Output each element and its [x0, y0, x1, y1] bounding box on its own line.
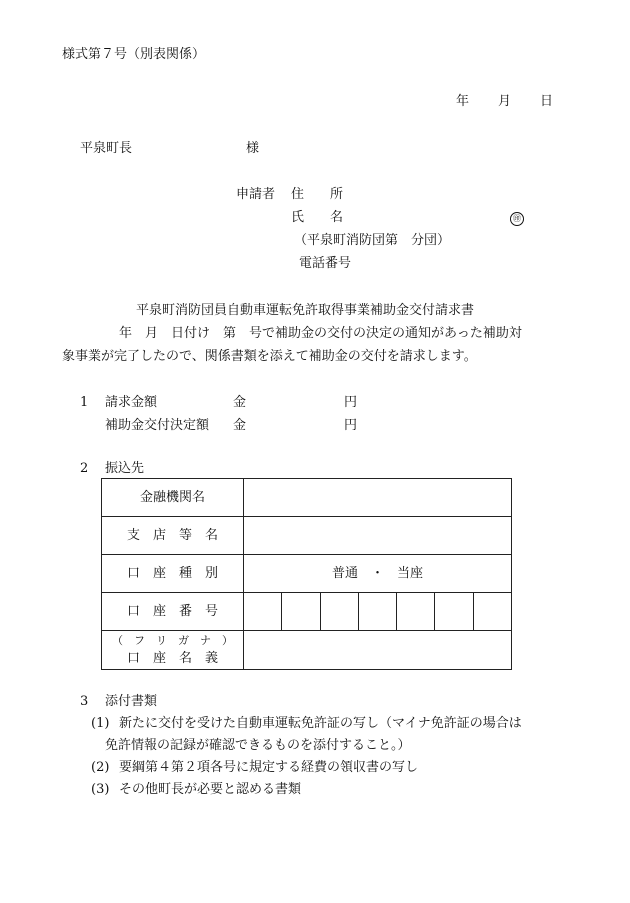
account-type-options[interactable]: 普通 ・ 当座	[244, 555, 512, 593]
attachment-1-continuation: 免許情報の記録が確認できるものを添付すること。）	[105, 738, 411, 753]
fire-brigade-unit: （平泉町消防団第 分団）	[294, 233, 451, 248]
phone-label: 電話番号	[299, 256, 352, 271]
claim-amount-kin: 金	[233, 395, 247, 410]
decided-amount-label: 補助金交付決定額	[105, 418, 210, 433]
account-number-digit[interactable]	[358, 593, 396, 631]
claim-amount-label: 請求金額	[105, 395, 158, 410]
table-row	[102, 479, 512, 517]
furigana-label: （ フ リ ガ ナ ）	[112, 634, 233, 647]
attachment-3-text: その他町長が必要と認める書類	[119, 782, 302, 797]
table-row	[102, 555, 512, 593]
addressee-name: 平泉町長	[80, 141, 133, 156]
account-number-label: 口 座 番 号	[102, 593, 244, 631]
section-1-number: 1	[80, 395, 89, 410]
address-label: 住 所	[291, 187, 344, 202]
account-holder-label: 口 座 名 義	[126, 651, 218, 666]
branch-name-label: 支 店 等 名	[102, 517, 244, 555]
addressee-suffix: 様	[246, 141, 260, 156]
account-number-digit[interactable]	[244, 593, 282, 631]
body-line-1: 年 月 日付け 第 号で補助金の交付の決定の通知があった補助対	[119, 326, 522, 341]
account-number-digit[interactable]	[473, 593, 511, 631]
document-title: 平泉町消防団員自動車運転免許取得事業補助金交付請求書	[136, 303, 475, 318]
form-number: 様式第７号（別表関係）	[62, 47, 206, 62]
applicant-label: 申請者	[236, 187, 276, 202]
name-label: 氏 名	[291, 210, 344, 225]
transfer-heading: 振込先	[105, 461, 145, 476]
section-2-number: 2	[80, 461, 89, 476]
body-line-2: 象事業が完了したので、関係書類を添えて補助金の交付を請求します。	[62, 349, 477, 364]
account-type-label: 口 座 種 別	[102, 555, 244, 593]
account-number-digit[interactable]	[435, 593, 473, 631]
seal-mark	[510, 211, 524, 226]
attachment-2-number: (2)	[91, 760, 110, 775]
bank-name-label: 金融機関名	[102, 479, 244, 517]
account-number-digit[interactable]	[282, 593, 320, 631]
table-row	[102, 517, 512, 555]
table-row	[102, 593, 512, 631]
section-3-number: 3	[80, 694, 89, 709]
account-holder-label-cell	[102, 631, 244, 670]
claim-amount-yen: 円	[344, 395, 358, 410]
attachment-2-text: 要綱第４第２項各号に規定する経費の領収書の写し	[119, 760, 419, 775]
account-holder-field[interactable]	[244, 631, 512, 670]
date-day-label: 日	[540, 94, 554, 109]
branch-name-field[interactable]	[244, 517, 512, 555]
bank-name-field[interactable]	[244, 479, 512, 517]
decided-amount-kin: 金	[233, 418, 247, 433]
attachment-1-text: 新たに交付を受けた自動車運転免許証の写し（マイナ免許証の場合は	[119, 716, 522, 731]
date-year-label: 年	[456, 94, 470, 109]
bank-account-table	[101, 478, 512, 670]
account-number-digit[interactable]	[397, 593, 435, 631]
decided-amount-yen: 円	[344, 418, 358, 433]
table-row	[102, 631, 512, 670]
attachments-heading: 添付書類	[105, 694, 158, 709]
account-number-digit[interactable]	[320, 593, 358, 631]
attachment-3-number: (3)	[91, 782, 110, 797]
attachment-1-number: (1)	[91, 716, 110, 731]
date-month-label: 月	[498, 94, 512, 109]
seal-icon: ㊞	[510, 212, 524, 226]
